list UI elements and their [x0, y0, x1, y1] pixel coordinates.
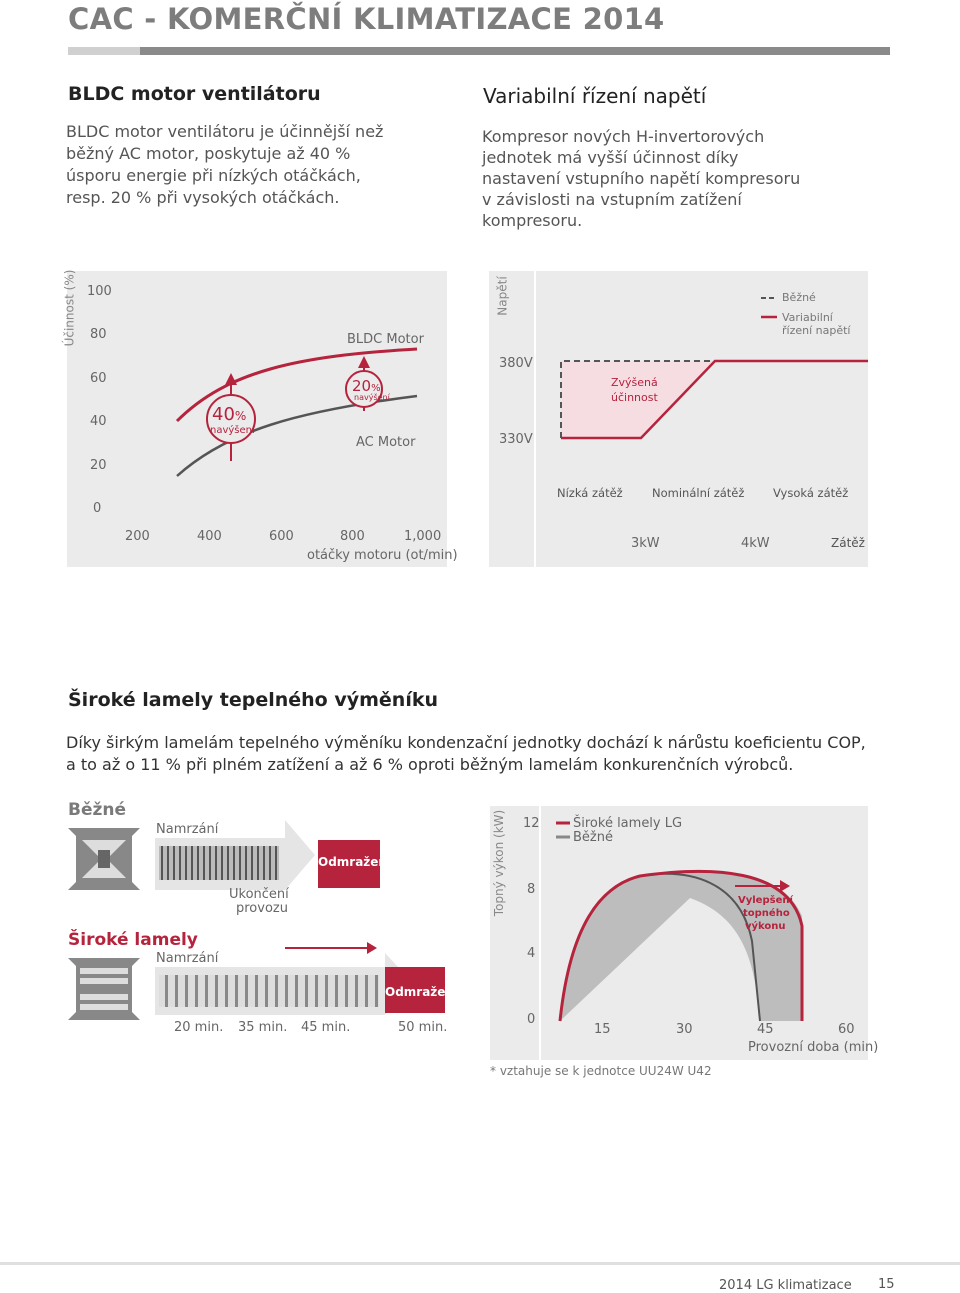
y-tick: 40: [90, 414, 107, 429]
x-tick: 30: [676, 1022, 693, 1037]
normal-fin-photo: [159, 846, 279, 880]
wide-arrow-head: [367, 942, 377, 954]
x-tick: 400: [197, 529, 222, 544]
x-tick: 4kW: [741, 536, 770, 551]
bldc-chart-svg: [67, 271, 447, 567]
y-axis-label: Účinnost (%): [62, 269, 77, 347]
legend-variable: Variabilní řízení napětí: [782, 311, 851, 337]
y-tick: 0: [527, 1012, 536, 1027]
y-tick: 380V: [499, 356, 533, 371]
voltage-axis-label: Napětí: [495, 276, 510, 316]
legend-standard: Běžné: [782, 291, 816, 304]
improvement-area: [560, 871, 802, 1021]
bldc-body: BLDC motor ventilátoru je účinnější než běžný AC motor, poskytuje až 40 % úsporu energie při nízkých otáčkách, resp. 20 % při vysokých otáčkách.: [66, 122, 384, 207]
title-rule: [68, 47, 890, 55]
badge-40-number: 40: [212, 404, 235, 425]
arrow-20-head: [358, 356, 370, 368]
x-axis-label: Provozní doba (min): [748, 1040, 879, 1055]
time-50: 50 min.: [398, 1020, 448, 1035]
load-high: Vysoká zátěž: [773, 486, 849, 500]
voltage-chart: [489, 271, 868, 567]
badge-20-unit: %: [371, 383, 381, 394]
y-tick: 4: [527, 946, 536, 961]
y-tick: 12: [523, 816, 540, 831]
badge-40-unit: %: [234, 409, 247, 423]
x-tick: 45: [757, 1022, 774, 1037]
legend-lg-label: Široké lamely LG: [573, 816, 683, 831]
badge-40-value: [212, 404, 246, 425]
normal-fin-timeline: [155, 820, 475, 910]
badge-40-text: navýšení: [210, 425, 255, 436]
fins-body: Díky širkým lamelám tepelného výměníku kondenzační jednotky dochází k nárůstu koeficientu COP, a to až o 11 % při plném zatížení a až 6 % oproti běžným lamelám konkurenčních výrobců.: [66, 733, 866, 774]
time-20: 20 min.: [174, 1020, 224, 1035]
stop-label-1: Ukončení: [229, 887, 289, 902]
legend-standard-label: Běžné: [573, 830, 613, 845]
badge-20-text: navýšení: [354, 393, 390, 402]
x-tick: 3kW: [631, 536, 660, 551]
improvement-label-1: Vylepšení: [738, 895, 793, 906]
time-45: 45 min.: [301, 1020, 351, 1035]
y-tick: 330V: [499, 432, 533, 447]
load-nominal: Nominální zátěž: [652, 486, 745, 500]
improvement-arrow-head: [780, 880, 790, 892]
heating-footnote: * vztahuje se k jednotce UU24W U42: [490, 1064, 712, 1078]
y-tick: 8: [527, 882, 536, 897]
heating-chart: [490, 806, 879, 1060]
frost-label-wide: Namrzání: [156, 951, 219, 966]
y-tick: 100: [87, 284, 112, 299]
x-axis-label: otáčky motoru (ot/min): [307, 548, 458, 563]
x-tick: 60: [838, 1022, 855, 1037]
arrow-40-head: [225, 373, 237, 385]
footer-text: 2014 LG klimatizace: [719, 1278, 852, 1293]
time-35: 35 min.: [238, 1020, 288, 1035]
x-tick: 800: [340, 529, 365, 544]
y-tick: 0: [93, 501, 102, 516]
fins-heading: Široké lamely tepelného výměníku: [68, 689, 439, 711]
wide-fins-label: Široké lamely: [68, 930, 198, 950]
page-number: 15: [878, 1277, 895, 1292]
y-tick: 60: [90, 371, 107, 386]
normal-fins-label: Běžné: [68, 800, 127, 820]
x-tick: 200: [125, 529, 150, 544]
x-axis-label: Zátěž: [831, 536, 865, 550]
voltage-body: Kompresor nových H-invertorových jednotek má vyšší účinnost díky nastavení vstupního napětí kompresoru v závislosti na vstupním zatížení kompresoru.: [482, 127, 801, 230]
stop-label-2: provozu: [236, 901, 288, 916]
y-tick: 20: [90, 458, 107, 473]
ac-series-label: AC Motor: [356, 435, 416, 450]
title-rule-accent: [68, 47, 140, 55]
efficiency-label-1: Zvýšená: [611, 376, 658, 389]
normal-defrost-label: Odmražení: [318, 855, 392, 869]
footer-rule: [0, 1262, 960, 1265]
badge-20-number: 20: [352, 377, 372, 395]
x-tick: 1,000: [404, 529, 442, 544]
normal-fin-icon: [68, 828, 140, 890]
voltage-heading: Variabilní řízení napětí: [483, 84, 707, 108]
load-low: Nízká zátěž: [557, 486, 623, 500]
improvement-label-3: výkonu: [745, 921, 786, 932]
wide-defrost-label: Odmražení: [385, 985, 459, 999]
bldc-chart: [62, 269, 458, 567]
page-title: CAC - KOMERČNÍ KLIMATIZACE 2014: [68, 2, 665, 36]
efficiency-label-2: účinnost: [611, 391, 658, 404]
y-tick: 80: [90, 327, 107, 342]
improvement-label-2: topného: [743, 908, 790, 919]
x-tick: 600: [269, 529, 294, 544]
wide-fin-icon: [68, 958, 140, 1020]
wide-fin-timeline: [155, 935, 459, 1015]
wide-fin-photo: [159, 975, 379, 1007]
bldc-series-label: BLDC Motor: [347, 332, 424, 347]
bldc-heading: BLDC motor ventilátoru: [68, 83, 321, 105]
frost-label-normal: Namrzání: [156, 822, 219, 837]
heating-y-label: Topný výkon (kW): [492, 809, 507, 917]
x-tick: 15: [594, 1022, 611, 1037]
